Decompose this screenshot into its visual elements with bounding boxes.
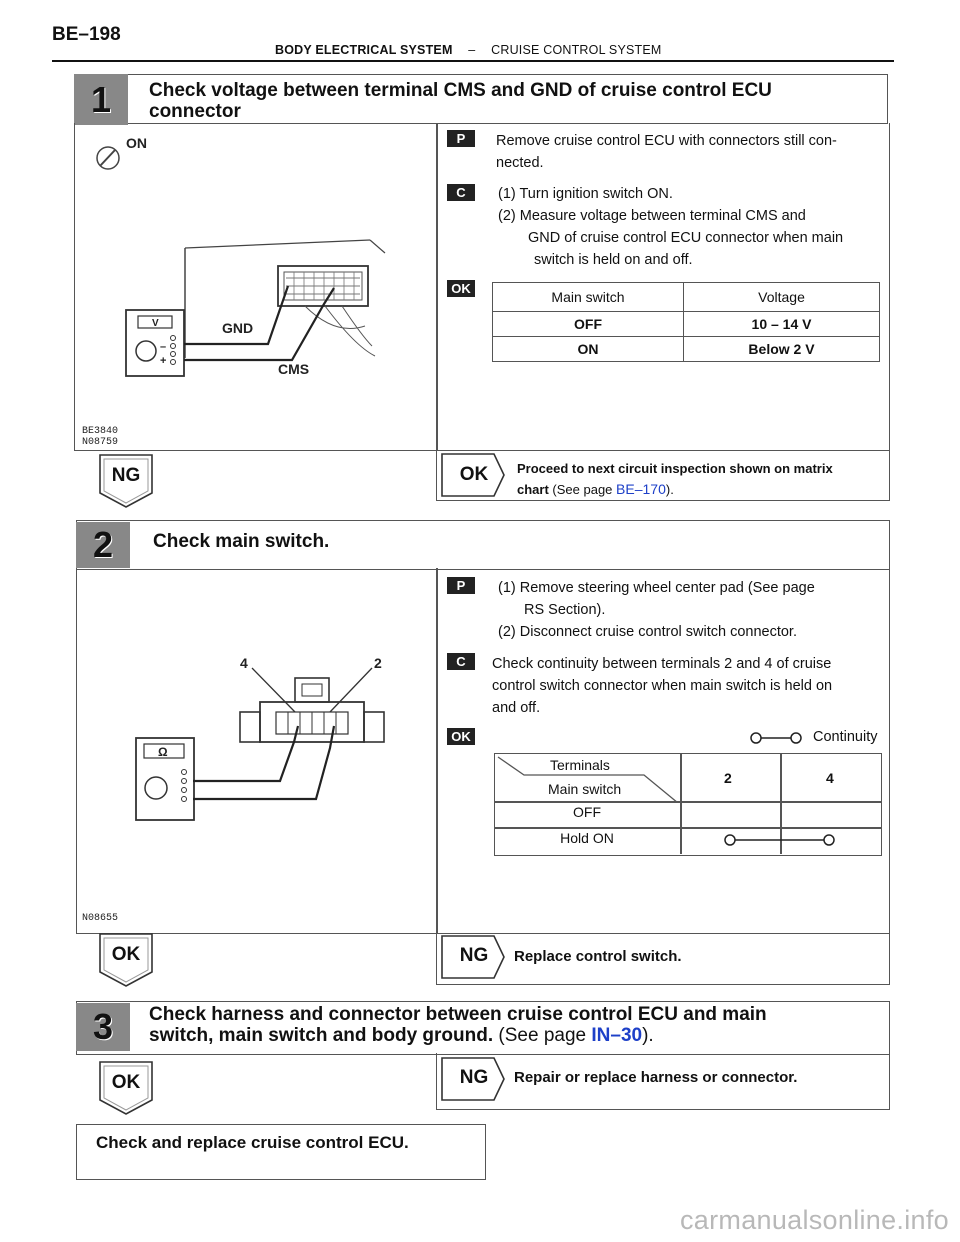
- step-2-ng-result: Replace control switch.: [514, 948, 682, 965]
- row-hold-on: Hold ON: [560, 830, 614, 846]
- step-2-prep-line2: RS Section).: [524, 602, 606, 618]
- step-1-divider: [436, 123, 438, 450]
- prep-tag-2: P: [447, 577, 475, 594]
- step-1-prep-line2: nected.: [496, 155, 544, 171]
- check-tag-1: C: [447, 184, 475, 201]
- gnd-label: GND: [222, 320, 254, 336]
- header-voltage: Voltage: [684, 283, 880, 312]
- page-link-be170[interactable]: BE–170: [616, 481, 666, 497]
- section-title: BODY ELECTRICAL SYSTEM: [275, 43, 453, 57]
- subsection-title: CRUISE CONTROL SYSTEM: [491, 43, 662, 57]
- header-terminal-2: 2: [724, 770, 732, 786]
- step-1-ok-result: [517, 458, 877, 500]
- ecu-connector: [185, 240, 385, 358]
- row-on-switch: ON: [493, 337, 684, 362]
- table-divider-h2: [494, 827, 882, 829]
- ok-tag-1: OK: [447, 280, 475, 297]
- step-1-check-line4: switch is held on and off.: [534, 252, 693, 268]
- probe-lead-2: [193, 726, 334, 799]
- on-label: ON: [126, 135, 147, 151]
- step-1-figure: [80, 128, 432, 448]
- meter-v-label: V: [152, 318, 159, 329]
- row-off: OFF: [573, 804, 601, 820]
- figure-code: N08655: [82, 913, 119, 924]
- step-1-check-line3: GND of cruise control ECU connector when main: [528, 230, 844, 246]
- step-1-check-line2: (2) Measure voltage between terminal CMS and: [498, 208, 806, 224]
- voltage-spec-table: [492, 282, 880, 362]
- step-2-prep-text: [498, 577, 878, 643]
- step-1-check-line1: (1) Turn ignition switch ON.: [498, 186, 673, 202]
- step-3-number: 3: [92, 1006, 114, 1047]
- continuity-legend-icon: [748, 730, 808, 746]
- table-row: [493, 312, 880, 337]
- header-main-switch: Main switch: [493, 283, 684, 312]
- row-on-voltage: Below 2 V: [684, 337, 880, 362]
- prep-tag-1: P: [447, 130, 475, 147]
- step-1-number: 1: [90, 78, 112, 120]
- step-2-ok-label: OK: [111, 944, 141, 965]
- step-2-figure: [80, 640, 432, 930]
- continuity-mark-hold-on: [722, 832, 838, 848]
- ignition-key-icon: [97, 147, 119, 169]
- ok-tag-2: OK: [447, 728, 475, 745]
- terminal-4-label: 4: [240, 655, 248, 671]
- step-3-ng-label: NG: [459, 1067, 489, 1088]
- step-3-number-box: [76, 1003, 130, 1051]
- ok-result-chart: chart: [517, 482, 549, 497]
- row-off-voltage: 10 – 14 V: [684, 312, 880, 337]
- cms-label: CMS: [278, 361, 310, 377]
- step-1-title: [149, 80, 772, 122]
- ok-result-line1: Proceed to next circuit inspection shown on matrix: [517, 461, 833, 476]
- step-1-title-line2: connector: [149, 101, 241, 122]
- step-2-prep-line1: (1) Remove steering wheel center pad (See page: [498, 580, 815, 596]
- ok-result-close: ).: [665, 482, 674, 497]
- step-2-check-line2: control switch connector when main switch is held on: [492, 678, 833, 694]
- step-1-prep-line1: Remove cruise control ECU with connectors still con-: [496, 133, 837, 149]
- table-header-row: [493, 283, 880, 312]
- step-3-see-close: ).: [642, 1025, 654, 1046]
- step-1-ok-label: OK: [459, 464, 489, 485]
- header-separator: –: [468, 43, 476, 57]
- step-3-title-line2: switch, main switch and body ground.: [149, 1025, 494, 1046]
- step-1-prep-text: [496, 130, 876, 174]
- step-2-check-line3: and off.: [492, 700, 541, 716]
- meter-minus-label: –: [160, 341, 167, 353]
- step-2-title: Check main switch.: [153, 531, 330, 552]
- check-tag-2: C: [447, 653, 475, 670]
- header-terminals: Terminals: [550, 757, 610, 773]
- step-1-number-box: [74, 74, 128, 125]
- table-row: [493, 337, 880, 362]
- meter-ohm-label: Ω: [158, 745, 168, 759]
- step-2-prep-line3: (2) Disconnect cruise control switch connector.: [498, 624, 797, 640]
- continuity-legend: Continuity: [813, 729, 878, 745]
- step-2-ng-label: NG: [459, 945, 489, 966]
- meter-plus-label: +: [160, 355, 167, 367]
- step-2-divider: [436, 568, 438, 933]
- step-1-title-line1: Check voltage between terminal CMS and GND of cruise control ECU: [149, 80, 772, 101]
- switch-connector: [240, 678, 384, 742]
- step-3-title: [149, 1004, 767, 1046]
- final-action-text: Check and replace cruise control ECU.: [96, 1133, 409, 1152]
- step-3-title-line1: Check harness and connector between cruise control ECU and main: [149, 1004, 767, 1025]
- figure-code-2: N08759: [82, 437, 119, 448]
- row-off-switch: OFF: [493, 312, 684, 337]
- page-number: BE–198: [52, 24, 121, 45]
- watermark: carmanualsonline.info: [680, 1205, 949, 1235]
- step-3-see: (See page: [498, 1025, 587, 1046]
- header-terminal-4: 4: [826, 770, 834, 786]
- page-link-in30[interactable]: IN–30: [591, 1025, 643, 1046]
- ok-result-see: (See page: [552, 482, 613, 497]
- step-1-check-text: [498, 183, 878, 271]
- step-2-number-box: [76, 522, 130, 568]
- terminal-2-label: 2: [374, 655, 382, 671]
- header-rule: [52, 60, 894, 62]
- step-2-check-line1: Check continuity between terminals 2 and 4 of cruise: [492, 656, 832, 672]
- figure-code-1: BE3840: [82, 426, 119, 437]
- step-1-ng-label: NG: [111, 465, 141, 486]
- section-header: [275, 43, 662, 57]
- step-2-number: 2: [92, 524, 114, 565]
- step-2-check-text: [492, 653, 882, 719]
- step-3-ng-result: Repair or replace harness or connector.: [514, 1069, 798, 1086]
- step-3-ok-label: OK: [111, 1072, 141, 1093]
- cms-probe-lead: [184, 288, 334, 360]
- header-main-switch-2: Main switch: [548, 781, 622, 797]
